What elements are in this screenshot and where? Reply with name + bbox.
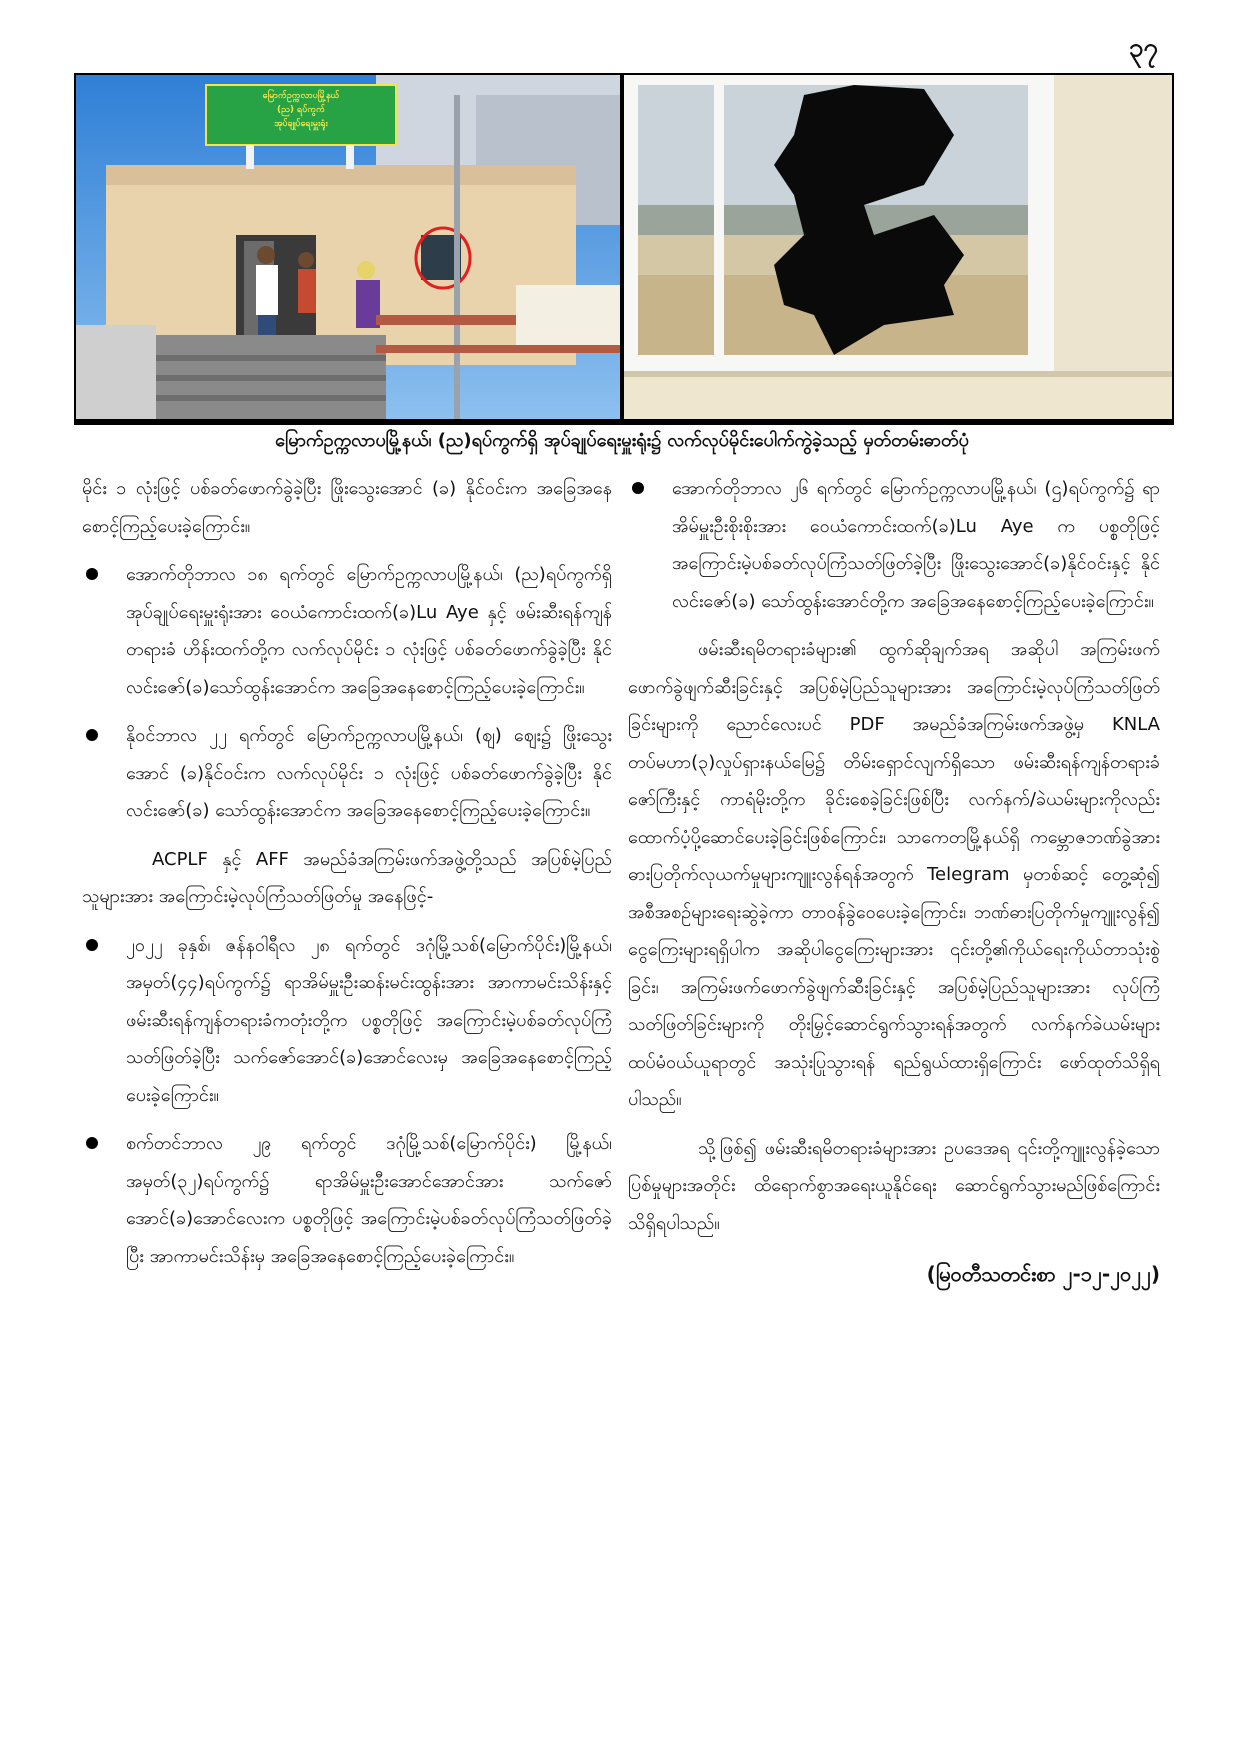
paragraph: မိုင်း ၁ လုံးဖြင့် ပစ်ခတ်ဖောက်ခွဲခဲ့ပြီး ဖြိုးသွေးအောင် (ခ) နိုင်ဝင်းက အခြေအနေစောင့်ကြည့်ပေးခဲ့ကြောင်း။ bbox=[82, 478, 612, 537]
bullet-item bbox=[82, 717, 612, 830]
bullet-text: အောက်တိုဘာလ ၁၈ ရက်တွင် မြောက်ဥက္ကလာပမြို့နယ်၊ (ည)ရပ်ကွက်ရှိ အုပ်ချုပ်ရေးမှူးရုံးအား ဝေယံကောင်းထက်(ခ)Lu Aye နှင့် ဖမ်းဆီးရန်ကျန် တရားခံ ဟိန်းထက်တို့က လက်လုပ်မိုင်း ၁ လုံးဖြင့် ပစ်ခတ်ဖောက်ခွဲခဲ့ပြီး နိုင်လင်းဇော်(ခ)သော်ထွန်းအောင်က အခြေအနေစောင့်ကြည့်ပေးခဲ့ကြောင်း။ bbox=[126, 564, 612, 698]
paragraph: ACPLF နှင့် AFF အမည်ခံအကြမ်းဖက်အဖွဲ့တို့သည် အပြစ်မဲ့ပြည်သူများအား အကြောင်းမဲ့လုပ်ကြံသတ်ဖြတ်မှု အနေဖြင့်- bbox=[82, 848, 612, 907]
left-column bbox=[82, 470, 612, 1286]
bullet-text: အောက်တိုဘာလ ၂၆ ရက်တွင် မြောက်ဥက္ကလာပမြို့နယ်၊ (ဌ)ရပ်ကွက်၌ ရာအိမ်မှူးဦးစိုးစိုးအား ဝေယံကောင်းထက်(ခ)Lu Aye က ပစ္စတိုဖြင့် အကြောင်းမဲ့ပစ်ခတ်လုပ်ကြံသတ်ဖြတ်ခဲ့ပြီး ဖြိုးသွေးအောင်(ခ)နိုင်ဝင်းနှင့် နိုင်လင်းဇော်(ခ) သော်ထွန်းအောင်တို့က အခြေအနေစောင့်ကြည့်ပေးခဲ့ကြောင်း။ bbox=[672, 478, 1160, 612]
sign-line-2: (ည) ရပ်ကွက် bbox=[277, 105, 325, 115]
sign-line-1: မြောက်ဥက္ကလာပမြို့နယ် bbox=[262, 91, 340, 101]
paragraph: ဖမ်းဆီးရမိတရားခံများ၏ ထွက်ဆိုချက်အရ အဆိုပါ အကြမ်းဖက်ဖောက်ခွဲဖျက်ဆီးခြင်းနှင့် အပြစ်မဲ့ပြည်သူများအား အကြောင်းမဲ့လုပ်ကြံသတ်ဖြတ်ခြင်းများကို ညောင်လေးပင် PDF အမည်ခံအကြမ်းဖက်အဖွဲ့မှ KNLA တပ်မဟာ(၃)လှုပ်ရှားနယ်မြေ၌ တိမ်းရှောင်လျက်ရှိသော ဖမ်းဆီးရန်ကျန်တရားခံ ဇော်ကြီးနှင့် ကာရံမိုးတို့က ခိုင်းစေခဲ့ခြင်းဖြစ်ပြီး လက်နက်/ခဲယမ်းများကိုလည်း ထောက်ပံ့ပို့ဆောင်ပေးခဲ့ခြင်းဖြစ်ကြောင်း၊ သာကေတမြို့နယ်ရှိ ကမ္ဘောဇဘဏ်ခွဲအား ဓားပြတိုက်လုယက်မှုများကျူးလွန်ရန်အတွက် Telegram မှတစ်ဆင့် တွေ့ဆုံ၍ အစီအစဉ်များရေးဆွဲခဲ့ကာ တာဝန်ခွဲဝေပေးခဲ့ကြောင်း၊ ဘဏ်ဓားပြတိုက်မှုကျူးလွန်၍ ငွေကြေးများရရှိပါက အဆိုပါငွေကြေးများအား ၎င်းတို့၏ကိုယ်ရေးကိုယ်တာသုံးစွဲခြင်း၊ အကြမ်းဖက်ဖောက်ခွဲဖျက်ဆီးခြင်းနှင့် အပြစ်မဲ့ပြည်သူများအား လုပ်ကြံသတ်ဖြတ်ခြင်းများကို တိုးမြှင့်ဆောင်ရွက်သွားရန်အတွက် လက်နက်ခဲယမ်းများထပ်မံဝယ်ယူရာတွင် အသုံးပြုသွားရန် ရည်ရွယ်ထားရှိကြောင်း ဖော်ထုတ်သိရှိရပါသည်။ bbox=[628, 639, 1160, 1110]
broken-window-image bbox=[624, 75, 1172, 419]
bullet-item bbox=[82, 927, 612, 1115]
right-column bbox=[628, 470, 1160, 1294]
source-credit: (မြဝတီသတင်းစာ ၂-၁၂-၂၀၂၂) bbox=[926, 1262, 1160, 1286]
bullet-text: နိုဝင်ဘာလ ၂၂ ရက်တွင် မြောက်ဥက္ကလာပမြို့နယ်၊ (ဈ) ဈေး၌ ဖြိုးသွေးအောင် (ခ)နိုင်ဝင်းက လက်လုပ်မိုင်း ၁ လုံးဖြင့် ပစ်ခတ်ဖောက်ခွဲခဲ့ပြီး နိုင်လင်းဇော်(ခ) သော်ထွန်းအောင်က အခြေအနေစောင့်ကြည့်ပေးခဲ့ကြောင်း။ bbox=[126, 725, 612, 821]
photo-strip bbox=[74, 73, 1174, 425]
bullet-dot-icon bbox=[86, 568, 98, 580]
bullet-text: ၂၀၂၂ ခုနှစ်၊ ဇန်နဝါရီလ ၂၈ ရက်တွင် ဒဂုံမြို့သစ်(မြောက်ပိုင်း)မြို့နယ်၊ အမှတ်(၄၄)ရပ်ကွက်၌ ရာအိမ်မှူးဦးဆန်းမင်းထွန်းအား အာကာမင်းသိန်းနှင့် ဖမ်းဆီးရန်ကျန်တရားခံကတုံးတို့က ပစ္စတိုဖြင့် အကြောင်းမဲ့ပစ်ခတ်လုပ်ကြံသတ်ဖြတ်ခဲ့ပြီး သက်ဇော်အောင်(ခ)အောင်လေးမှ အခြေအနေစောင့်ကြည့်ပေးခဲ့ကြောင်း။ bbox=[126, 934, 612, 1106]
page-number: ၃၇ bbox=[1128, 33, 1158, 63]
sign-line-3: အုပ်ချုပ်ရေးမှူးရုံး bbox=[274, 119, 328, 129]
bullet-item bbox=[82, 1125, 612, 1275]
photo-caption: မြောက်ဥက္ကလာပမြို့နယ်၊ (ည)ရပ်ကွက်ရှိ အုပ်ချုပ်ရေးမှူးရုံး၌ လက်လုပ်မိုင်းပေါက်ကွဲခဲ့သည့် မှတ်တမ်းဓာတ်ပုံ bbox=[275, 430, 969, 451]
bullet-item bbox=[82, 556, 612, 706]
bullet-dot-icon bbox=[86, 1137, 98, 1149]
bullet-item bbox=[628, 470, 1160, 620]
bullet-dot-icon bbox=[86, 729, 98, 741]
bullet-dot-icon bbox=[632, 482, 644, 494]
bullet-dot-icon bbox=[86, 939, 98, 951]
broken-window-photo bbox=[624, 75, 1172, 419]
bullet-text: စက်တင်ဘာလ ၂၉ ရက်တွင် ဒဂုံမြို့သစ်(မြောက်ပိုင်း) မြို့နယ်၊ အမှတ်(၃၂)ရပ်ကွက်၌ ရာအိမ်မှူးဦးအောင်အောင်အား သက်ဇော်အောင်(ခ)အောင်လေးက ပစ္စတိုဖြင့် အကြောင်းမဲ့ပစ်ခတ်လုပ်ကြံသတ်ဖြတ်ခဲ့ပြီး အာကာမင်းသိန်းမှ အခြေအနေစောင့်ကြည့်ပေးခဲ့ကြောင်း။ bbox=[126, 1133, 612, 1267]
paragraph: သို့ဖြစ်၍ ဖမ်းဆီးရမိတရားခံများအား ဥပဒေအရ ၎င်းတို့ကျူးလွန်ခဲ့သော ပြစ်မှုများအတိုင်း ထိရောက်စွာအရေးယူနိုင်ရေး ဆောင်ရွက်သွားမည်ဖြစ်ကြောင်း သိရှိရပါသည်။ bbox=[628, 1137, 1160, 1234]
office-building-photo bbox=[76, 75, 624, 419]
